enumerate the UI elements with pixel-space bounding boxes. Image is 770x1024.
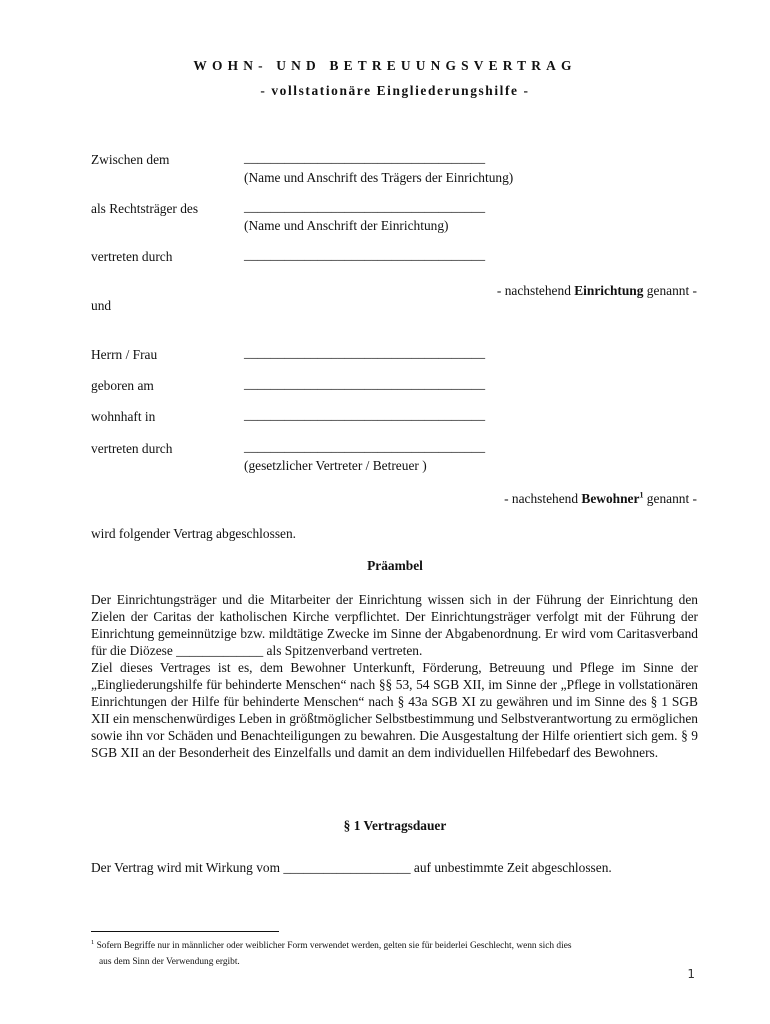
- vertrag-abgeschlossen: wird folgender Vertrag abgeschlossen.: [91, 526, 297, 541]
- geburtsdatum-blank: ____________________________________: [244, 376, 486, 391]
- und-label: und: [91, 298, 112, 313]
- page-number: 1: [687, 967, 695, 981]
- praeambel-text: [91, 591, 698, 761]
- footnote-ref: 1: [639, 490, 644, 500]
- praeambel-heading: Präambel: [367, 558, 423, 573]
- footnote-marker: 1: [91, 938, 95, 946]
- bewohner-genannt: - nachstehend Bewohner$^1$ genannt -: [504, 490, 697, 506]
- einrichtung-name-hint: (Name und Anschrift der Einrichtung): [244, 218, 449, 233]
- section-1-heading: § 1 Vertragsdauer: [343, 818, 447, 833]
- wohnort-blank: ____________________________________: [244, 407, 486, 422]
- praeambel-paragraph-1: Der Einrichtungsträger und die Mitarbeiter der Einrichtung wissen sich in der Führung der Einrichtung den Zielen der Caritas der katholischen Kirche verpflichtet. Der Einrichtungsträger verfolgt mit der Führung der Einrichtung gemeinnützige bzw. mildtätige Zwecke im Sinne der Abgabenordnung. Er wird vom Caritasverband für die Diözese _____________ als Spitzenverband vertreten.: [91, 592, 698, 658]
- document-title: WOHN- UND BETREUUNGSVERTRAG: [193, 58, 577, 73]
- document-subtitle: - vollstationäre Eingliederungshilfe -: [260, 83, 530, 98]
- praeambel-paragraph-2: Ziel dieses Vertrages ist es, dem Bewohner Unterkunft, Förderung, Betreuung und Pflege im Sinne der „Eingliederungshilfe für behinderte Menschen“ nach §§ 53, 54 SGB XII, im Sinne der „Pflege in vollstationären Einrichtungen der Hilfe für behinderte Menschen“ nach § 43a SGB XI zu gewähren und im Sinne des § 1 SGB XII ein menschenwürdiges Leben in größtmöglicher Selbstbestimmung und Selbstverantwortung zu ermöglichen sowie ihn vor Schäden und Benachteiligungen zu bewahren. Die Ausgestaltung der Hilfe orientiert sich gem. § 9 SGB XII an der Besonderheit des Einzelfalls und damit an dem individuellen Hilfebedarf des Bewohners.: [91, 660, 698, 760]
- vertreten-durch-label: vertreten durch: [91, 249, 173, 264]
- herr-frau-label: Herrn / Frau: [91, 347, 158, 362]
- rechtstraeger-label: als Rechtsträger des: [91, 201, 199, 216]
- einrichtung-genannt: - nachstehend Einrichtung genannt -: [496, 283, 697, 298]
- zwischen-label: Zwischen dem: [91, 152, 170, 167]
- traeger-name-blank: ____________________________________: [244, 150, 486, 165]
- footnote-text-2: aus dem Sinn der Verwendung ergibt.: [99, 957, 240, 967]
- wohnhaft-label: wohnhaft in: [91, 409, 156, 424]
- einrichtung-term: Einrichtung: [574, 283, 644, 298]
- footnote-text-1: Sofern Begriffe nur in männlicher oder weiblicher Form verwendet werden, gelten sie für beiderlei Geschlecht, wenn sich dies: [94, 941, 572, 951]
- section-1-paragraph: Der Vertrag wird mit Wirkung vom ___________________ auf unbestimmte Zeit abgeschlossen.: [91, 860, 612, 875]
- geboren-label: geboren am: [91, 378, 154, 393]
- vertreten-durch-label-2: vertreten durch: [91, 441, 173, 456]
- gesetzlicher-vertreter-blank: ____________________________________: [244, 439, 486, 454]
- traeger-name-hint: (Name und Anschrift des Trägers der Einrichtung): [244, 170, 514, 185]
- footnote: [91, 938, 711, 970]
- footnote-divider: [91, 931, 279, 932]
- bewohner-name-blank: ____________________________________: [244, 345, 486, 360]
- vertreter-einrichtung-blank: ____________________________________: [244, 247, 486, 262]
- bewohner-term: Bewohner: [581, 491, 640, 506]
- gesetzlicher-vertreter-hint: (gesetzlicher Vertreter / Betreuer ): [244, 458, 427, 473]
- einrichtung-name-blank: ____________________________________: [244, 199, 486, 214]
- section-1-text: [91, 859, 698, 876]
